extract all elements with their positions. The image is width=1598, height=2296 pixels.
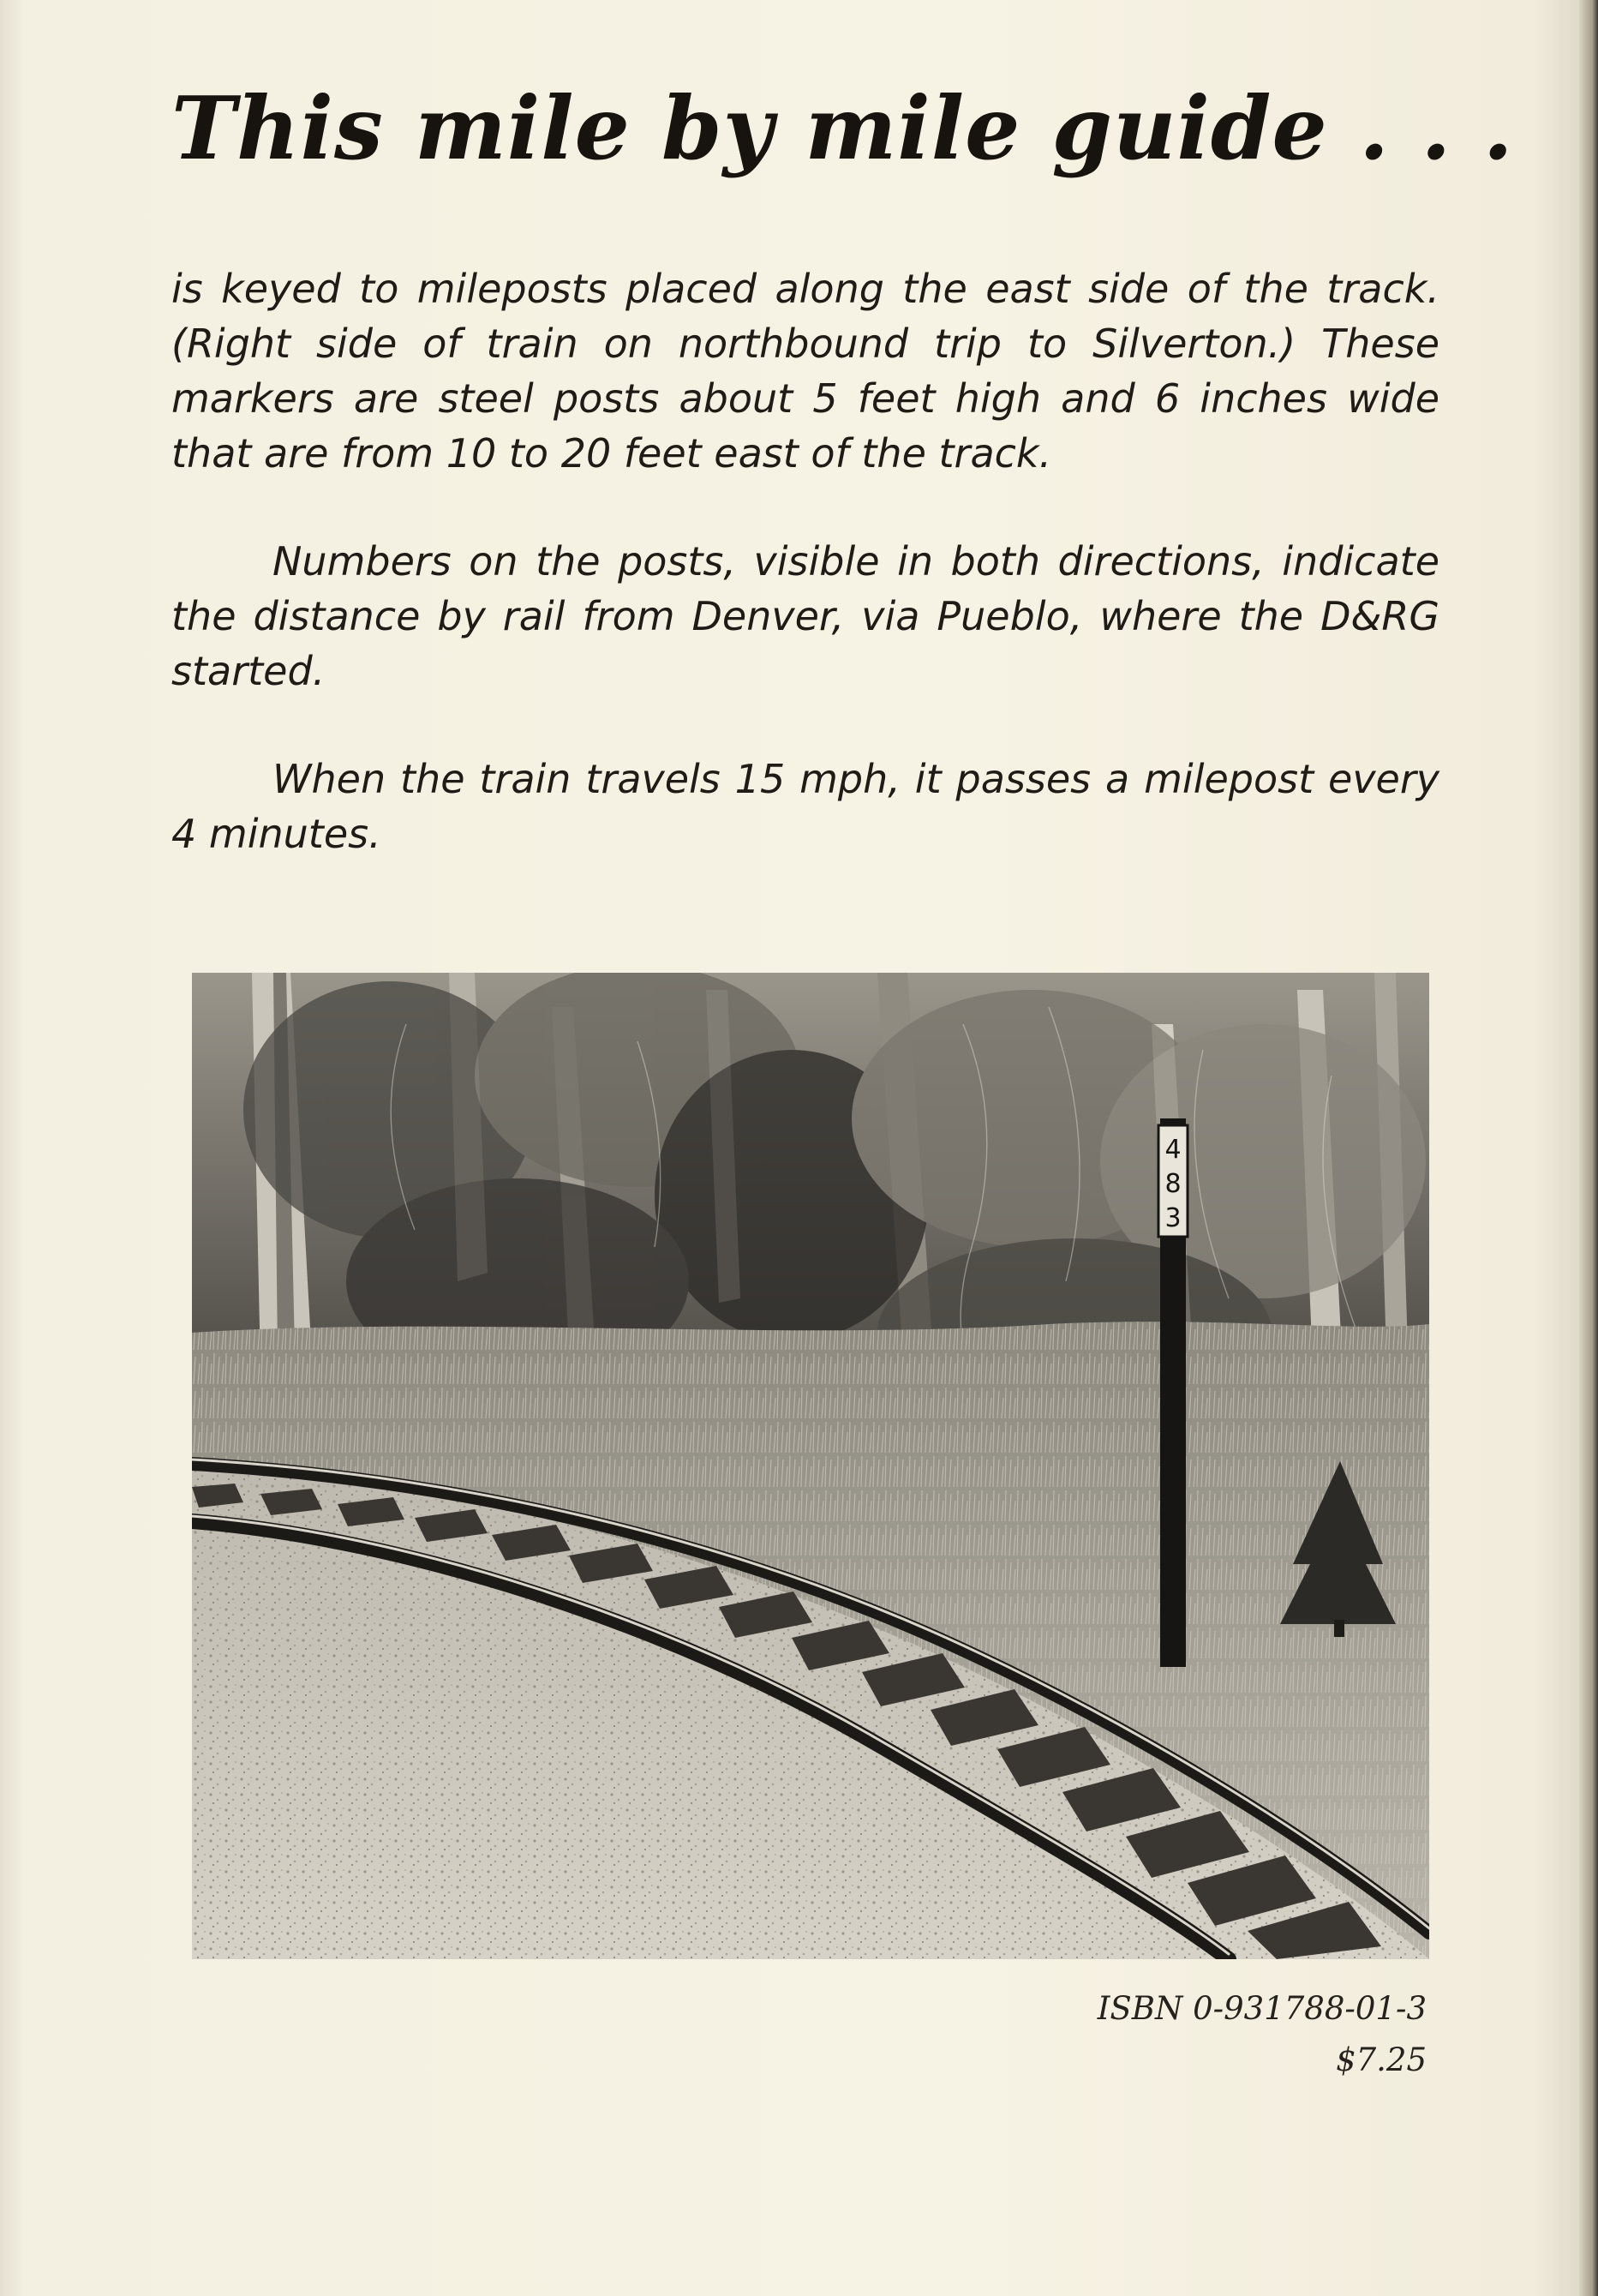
- paragraph-post-numbers: Numbers on the posts, visible in both directions, indicate the distance by rail from Denver, via Pueblo, where the D&RG started.: [171, 538, 1439, 694]
- isbn: ISBN 0-931788-01-3: [1097, 1990, 1427, 2027]
- milepost-digit-2: 8: [1164, 1169, 1182, 1199]
- milepost-digit-3: 3: [1164, 1203, 1182, 1233]
- body-text: [171, 261, 1439, 914]
- milepost: [1158, 1118, 1188, 1667]
- milepost-digit-1: 4: [1164, 1135, 1182, 1165]
- milepost-photo: [192, 973, 1429, 1959]
- paragraph-mileposts: is keyed to mileposts placed along the east side of the track. (Right side of train on northbound trip to Silverton.) These markers are steel posts about 5 feet high and 6 inches wide that are from 10 to 20 feet east of the track.: [171, 266, 1439, 477]
- headline: This mile by mile guide . . .: [171, 77, 1514, 179]
- paragraph-train-speed: When the train travels 15 mph, it passes a milepost every 4 minutes.: [171, 756, 1439, 857]
- price: $7.25: [1336, 2041, 1427, 2078]
